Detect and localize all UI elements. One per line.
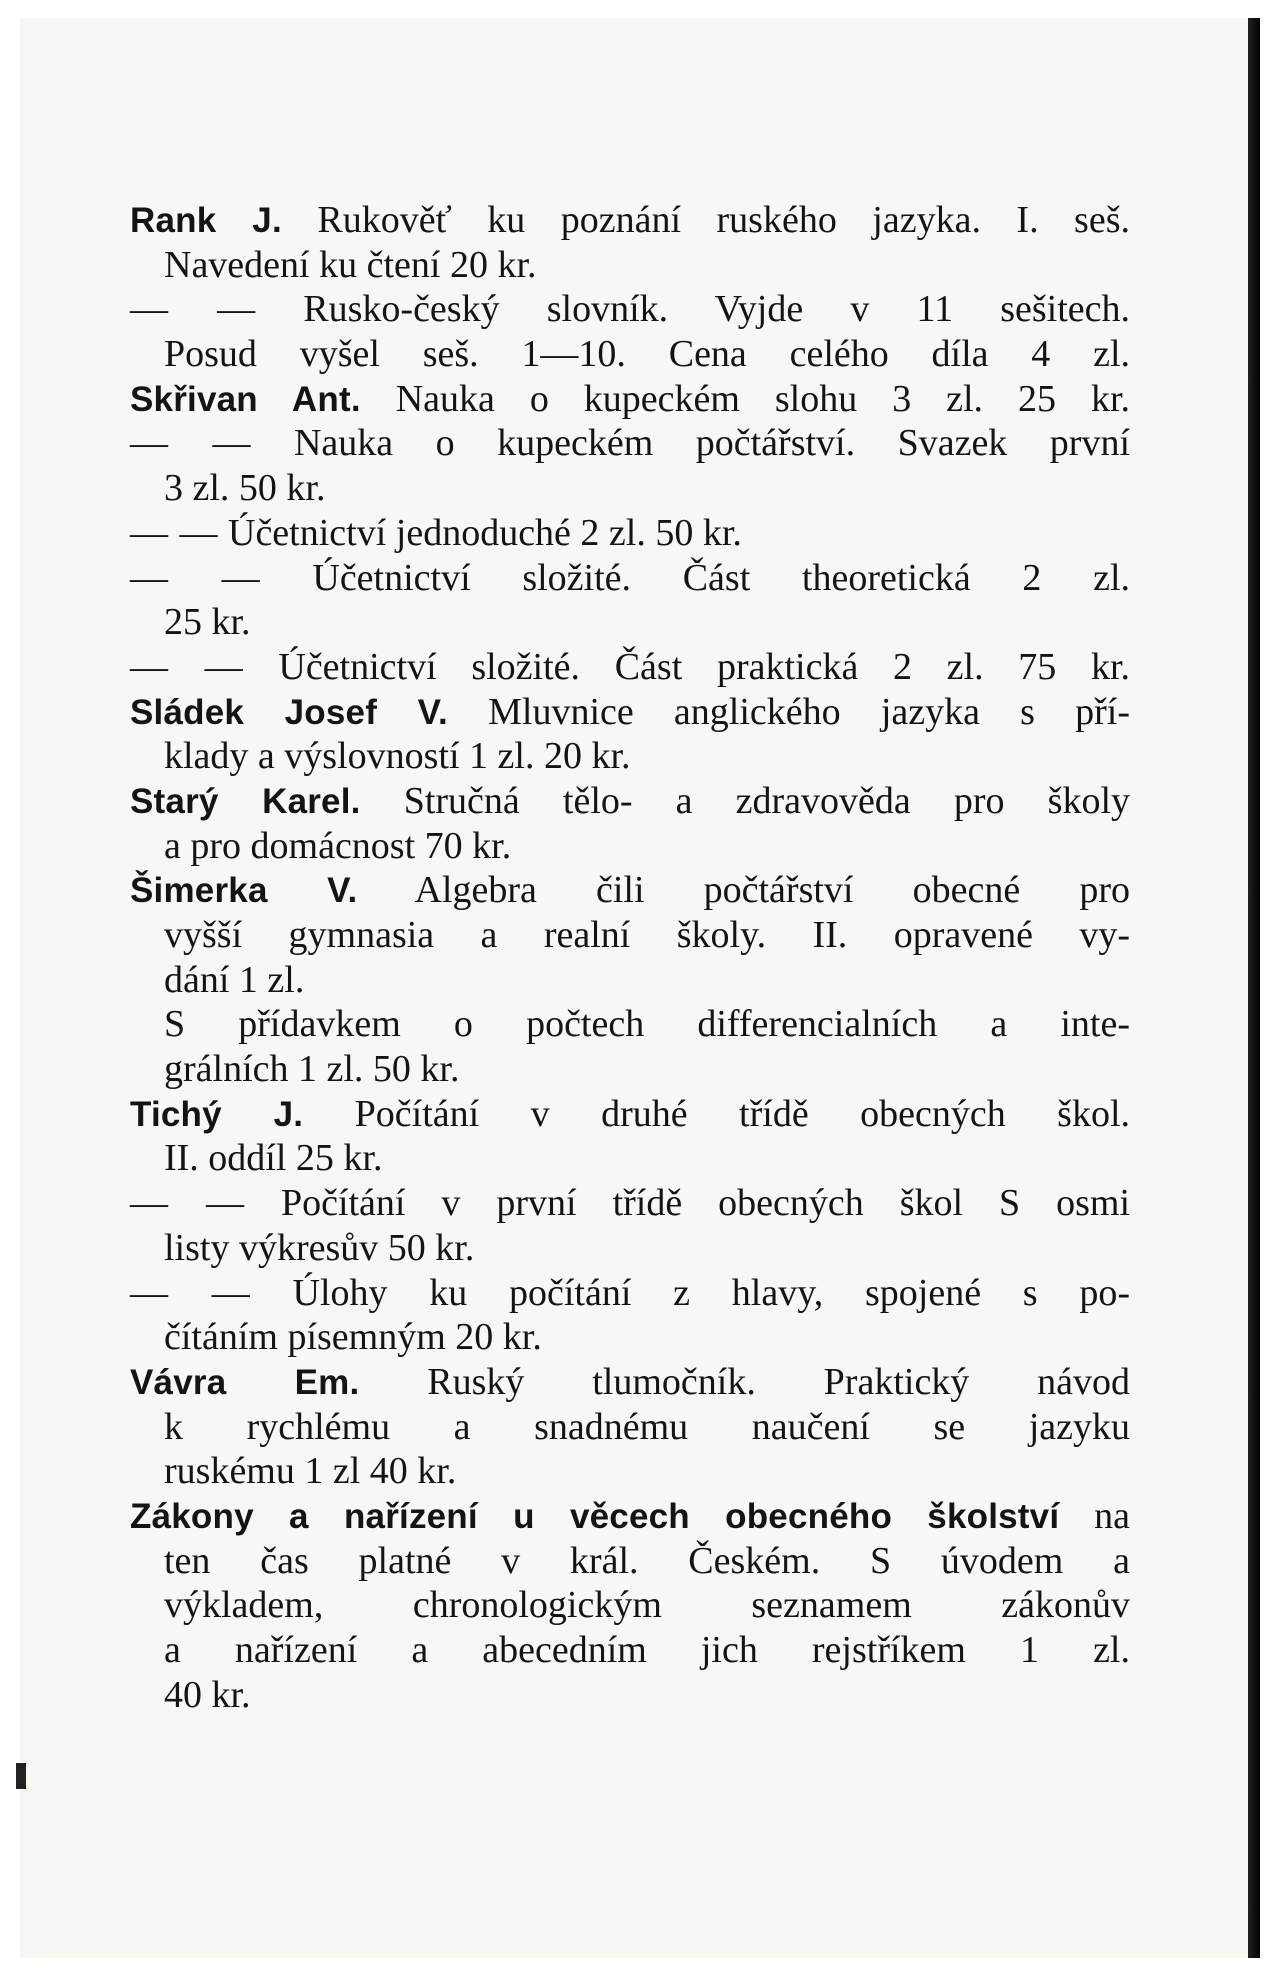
- entry-author: Zákony a nařízení u věcech obecného školství: [130, 1496, 1060, 1536]
- entry-dash: — —: [130, 645, 244, 688]
- list-item: [130, 556, 1130, 601]
- entry-author: Starý Karel.: [130, 781, 361, 821]
- entry-text: Nauka o kupeckém počtářství. Svazek první: [293, 422, 1131, 465]
- entry-dash: — —: [130, 288, 257, 331]
- ink-blot: [16, 1763, 26, 1789]
- list-item: [130, 868, 1130, 913]
- entry-continuation: 25 kr.: [164, 601, 251, 644]
- entry-text: Stručná tělo- a zdravověda pro školy: [403, 779, 1131, 822]
- entry-dash: — —: [130, 511, 219, 554]
- entry-dash: — —: [130, 422, 252, 465]
- entry-text: Ruský tlumočník. Praktický návod: [427, 1360, 1131, 1403]
- entry-text: Nauka o kupeckém slohu 3 zl. 25 kr.: [395, 377, 1131, 420]
- entry-continuation: Posud vyšel seš. 1—10. Cena celého díla 4 zl.: [164, 333, 1130, 376]
- list-item: [130, 421, 1130, 466]
- entry-dash: — —: [130, 1182, 245, 1225]
- entry-author: Tichý J.: [130, 1094, 304, 1134]
- entry-text: Účetnictví složité. Část theoretická 2 zl.: [312, 556, 1131, 599]
- entry-author: Rank J.: [130, 201, 282, 240]
- entry-author: Šimerka V.: [130, 871, 358, 911]
- list-item: [130, 1002, 1130, 1047]
- entry-continuation: a nařízení a abecedním jich rejstříkem 1 zl.: [164, 1629, 1130, 1671]
- entry-author: Sládek Josef V.: [130, 692, 448, 732]
- entry-continuation: Navedení ku čtení 20 kr.: [164, 243, 537, 286]
- entry-text: Rusko-český slovník. Vyjde v 11 sešitech.: [303, 288, 1131, 331]
- entry-continuation: ten čas platné v král. Českém. S úvodem a: [164, 1539, 1130, 1582]
- catalog-list: [130, 198, 1130, 1717]
- entry-continuation: dání 1 zl.: [164, 958, 305, 1001]
- entry-continuation: čítáním písemným 20 kr.: [164, 1316, 542, 1359]
- entry-continuation: grálních 1 zl. 50 kr.: [164, 1048, 460, 1091]
- list-item: [130, 645, 1130, 690]
- entry-dash: — —: [130, 556, 261, 599]
- book-page: [20, 18, 1260, 1958]
- entry-continuation: klady a výslovností 1 zl. 20 kr.: [164, 735, 631, 778]
- entry-continuation: ruskému 1 zl 40 kr.: [164, 1450, 457, 1493]
- entry-continuation: výkladem, chronologickým seznamem zákonův: [164, 1584, 1130, 1627]
- entry-text: Počítání v druhé třídě obecných škol.: [354, 1092, 1130, 1135]
- entry-text: Účetnictví složité. Část praktická 2 zl. 75 kr.: [278, 645, 1131, 688]
- entry-text: Úlohy ku počítání z hlavy, spojené s po-: [292, 1271, 1130, 1314]
- list-item: [130, 1271, 1130, 1316]
- entry-text: S přídavkem o počtech differencialních a inte-: [164, 1003, 1130, 1046]
- entry-continuation: a pro domácnost 70 kr.: [164, 824, 512, 867]
- entry-text: Rukověť ku poznání ruského jazyka. I. seš.: [317, 199, 1130, 241]
- list-item: [130, 377, 1130, 422]
- entry-continuation: II. oddíl 25 kr.: [164, 1137, 383, 1180]
- list-item: [130, 198, 1130, 243]
- entry-text: Počítání v první třídě obecných škol S osmi: [280, 1182, 1131, 1225]
- list-item: [130, 690, 1130, 735]
- entry-text: Algebra čili počtářství obecné pro: [414, 869, 1130, 912]
- list-item: [130, 287, 1130, 332]
- entry-continuation: 3 zl. 50 kr.: [164, 467, 326, 510]
- entry-text: Účetnictví jednoduché 2 zl. 50 kr.: [228, 511, 742, 554]
- entry-continuation: vyšší gymnasia a realní školy. II. opravené vy-: [164, 914, 1130, 956]
- entry-continuation: 40 kr.: [164, 1673, 251, 1716]
- list-item: [130, 779, 1130, 824]
- entry-dash: — —: [130, 1271, 251, 1314]
- list-item: [130, 1181, 1130, 1226]
- entry-text: Mluvnice anglického jazyka s pří-: [488, 690, 1130, 733]
- entry-text: na: [1094, 1494, 1130, 1537]
- entry-continuation: k rychlému a snadnému naučení se jazyku: [164, 1405, 1130, 1448]
- list-item: [130, 1092, 1130, 1137]
- list-item: [130, 511, 1130, 556]
- entry-author: Vávra Em.: [130, 1362, 360, 1402]
- list-item: [130, 1360, 1130, 1405]
- entry-continuation: listy výkresův 50 kr.: [164, 1226, 475, 1269]
- entry-author: Skřivan Ant.: [130, 379, 361, 419]
- list-item: [130, 1494, 1130, 1539]
